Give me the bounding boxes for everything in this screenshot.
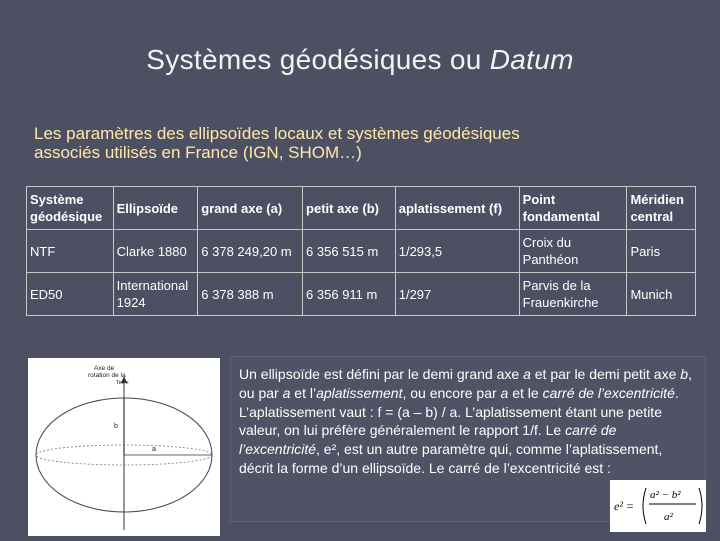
axis-label-line-2: rotation de la bbox=[88, 372, 126, 379]
cell-text: Parvis de la bbox=[522, 278, 591, 293]
header-text: fondamental bbox=[522, 209, 600, 224]
cell-text: 1/293,5 bbox=[398, 243, 443, 259]
text-segment: . L’aplatissement vaut : f = (a – b) / a. L’aplatissement étant une petite valeur, on lui préfère généralement le rapport 1/f. Le bbox=[239, 384, 679, 439]
geodetic-systems-table bbox=[26, 186, 696, 316]
header-ellipsoid bbox=[113, 187, 198, 230]
ellipsoid-diagram bbox=[28, 358, 220, 536]
header-text: géodésique bbox=[30, 209, 103, 224]
slide-subtitle bbox=[34, 124, 674, 162]
header-semi-minor bbox=[303, 187, 396, 230]
slide-title-italic: Datum bbox=[489, 44, 574, 75]
label-a: a bbox=[152, 446, 156, 453]
cell-text: 6 378 388 m bbox=[201, 286, 274, 302]
cell-origin-point bbox=[519, 230, 627, 273]
header-system bbox=[27, 187, 114, 230]
cell-text: Paris bbox=[630, 243, 661, 259]
cell-text: Croix du bbox=[522, 235, 572, 250]
subtitle-line-1: Les paramètres des ellipsoïdes locaux et systèmes géodésiques bbox=[34, 124, 520, 143]
cell-system bbox=[27, 273, 114, 316]
text-italic: a bbox=[523, 366, 531, 382]
cell-central-meridian bbox=[627, 273, 696, 316]
cell-text: Munich bbox=[630, 286, 673, 302]
formula-right-paren bbox=[699, 488, 702, 524]
formula-denominator: a² bbox=[664, 511, 673, 523]
text-italic: carré de l’excentricité bbox=[542, 384, 675, 401]
cell-semi-minor bbox=[303, 273, 396, 316]
header-text: Méridien bbox=[630, 192, 684, 207]
header-text: central bbox=[630, 209, 674, 224]
text-italic: aplatissement bbox=[316, 384, 403, 401]
header-central-meridian bbox=[627, 187, 696, 230]
formula-left-paren bbox=[643, 488, 646, 524]
header-text: aplatissement (f) bbox=[398, 200, 503, 216]
cell-text: NTF bbox=[30, 243, 56, 259]
cell-text: International bbox=[116, 278, 189, 293]
cell-ellipsoid bbox=[113, 273, 198, 316]
table-row bbox=[27, 273, 696, 316]
cell-text: 1924 bbox=[116, 295, 146, 310]
table-header-row bbox=[27, 187, 696, 230]
header-origin-point bbox=[519, 187, 627, 230]
formula-lhs: e² = bbox=[614, 499, 635, 513]
label-b: b bbox=[114, 423, 118, 430]
table-row bbox=[27, 230, 696, 273]
cell-semi-minor bbox=[303, 230, 396, 273]
cell-text: Panthéon bbox=[522, 252, 579, 267]
text-italic: b bbox=[680, 366, 689, 382]
text-italic: a bbox=[500, 384, 509, 401]
text-segment: , ou par bbox=[239, 366, 692, 401]
cell-flattening bbox=[395, 273, 519, 316]
text-segment: et le bbox=[508, 384, 543, 401]
header-text: Ellipsoïde bbox=[116, 200, 179, 216]
text-segment: , ou encore par bbox=[402, 384, 501, 401]
header-text: petit axe (b) bbox=[306, 200, 380, 216]
cell-ellipsoid bbox=[113, 230, 198, 273]
cell-text: 6 356 515 m bbox=[306, 243, 379, 259]
cell-text: Frauenkirche bbox=[522, 295, 599, 310]
text-segment: et par le demi petit axe bbox=[530, 366, 681, 382]
formula-numerator: a² − b² bbox=[650, 489, 681, 501]
header-semi-major bbox=[198, 187, 303, 230]
header-text: Système bbox=[30, 192, 84, 207]
cell-text: 1/297 bbox=[398, 286, 432, 302]
axis-label-line-1: Axe de bbox=[94, 365, 115, 372]
cell-flattening bbox=[395, 230, 519, 273]
cell-text: 6 356 911 m bbox=[306, 286, 378, 302]
text-segment: , e², est un autre paramètre qui, comme l’aplatissement, décrit la forme d’un ellipsoïde. Le carré de l’excentricité est : bbox=[239, 441, 663, 476]
slide-title bbox=[0, 44, 720, 76]
cell-origin-point bbox=[519, 273, 627, 316]
cell-central-meridian bbox=[627, 230, 696, 273]
text-segment: et l’ bbox=[290, 384, 317, 401]
cell-semi-major bbox=[198, 230, 303, 273]
slide-title-text: Systèmes géodésiques ou bbox=[146, 44, 482, 75]
header-text: grand axe (a) bbox=[201, 200, 283, 216]
cell-text: ED50 bbox=[30, 286, 63, 302]
cell-system bbox=[27, 230, 114, 273]
cell-text: Clarke 1880 bbox=[116, 243, 187, 259]
eccentricity-formula bbox=[610, 480, 706, 532]
text-segment: Un ellipsoïde est défini par le demi grand axe bbox=[239, 366, 524, 382]
cell-text: 6 378 249,20 m bbox=[201, 243, 292, 259]
text-italic: a bbox=[282, 384, 291, 401]
subtitle-line-2: associés utilisés en France (IGN, SHOM…) bbox=[34, 143, 362, 162]
ellipsoid-svg bbox=[28, 358, 220, 536]
text-italic: carré de l’excentricité bbox=[239, 422, 617, 458]
formula-svg bbox=[610, 480, 706, 532]
header-flattening bbox=[395, 187, 519, 230]
header-text: Point bbox=[522, 192, 556, 207]
axis-label-line-3: Terre bbox=[116, 380, 129, 386]
cell-semi-major bbox=[198, 273, 303, 316]
